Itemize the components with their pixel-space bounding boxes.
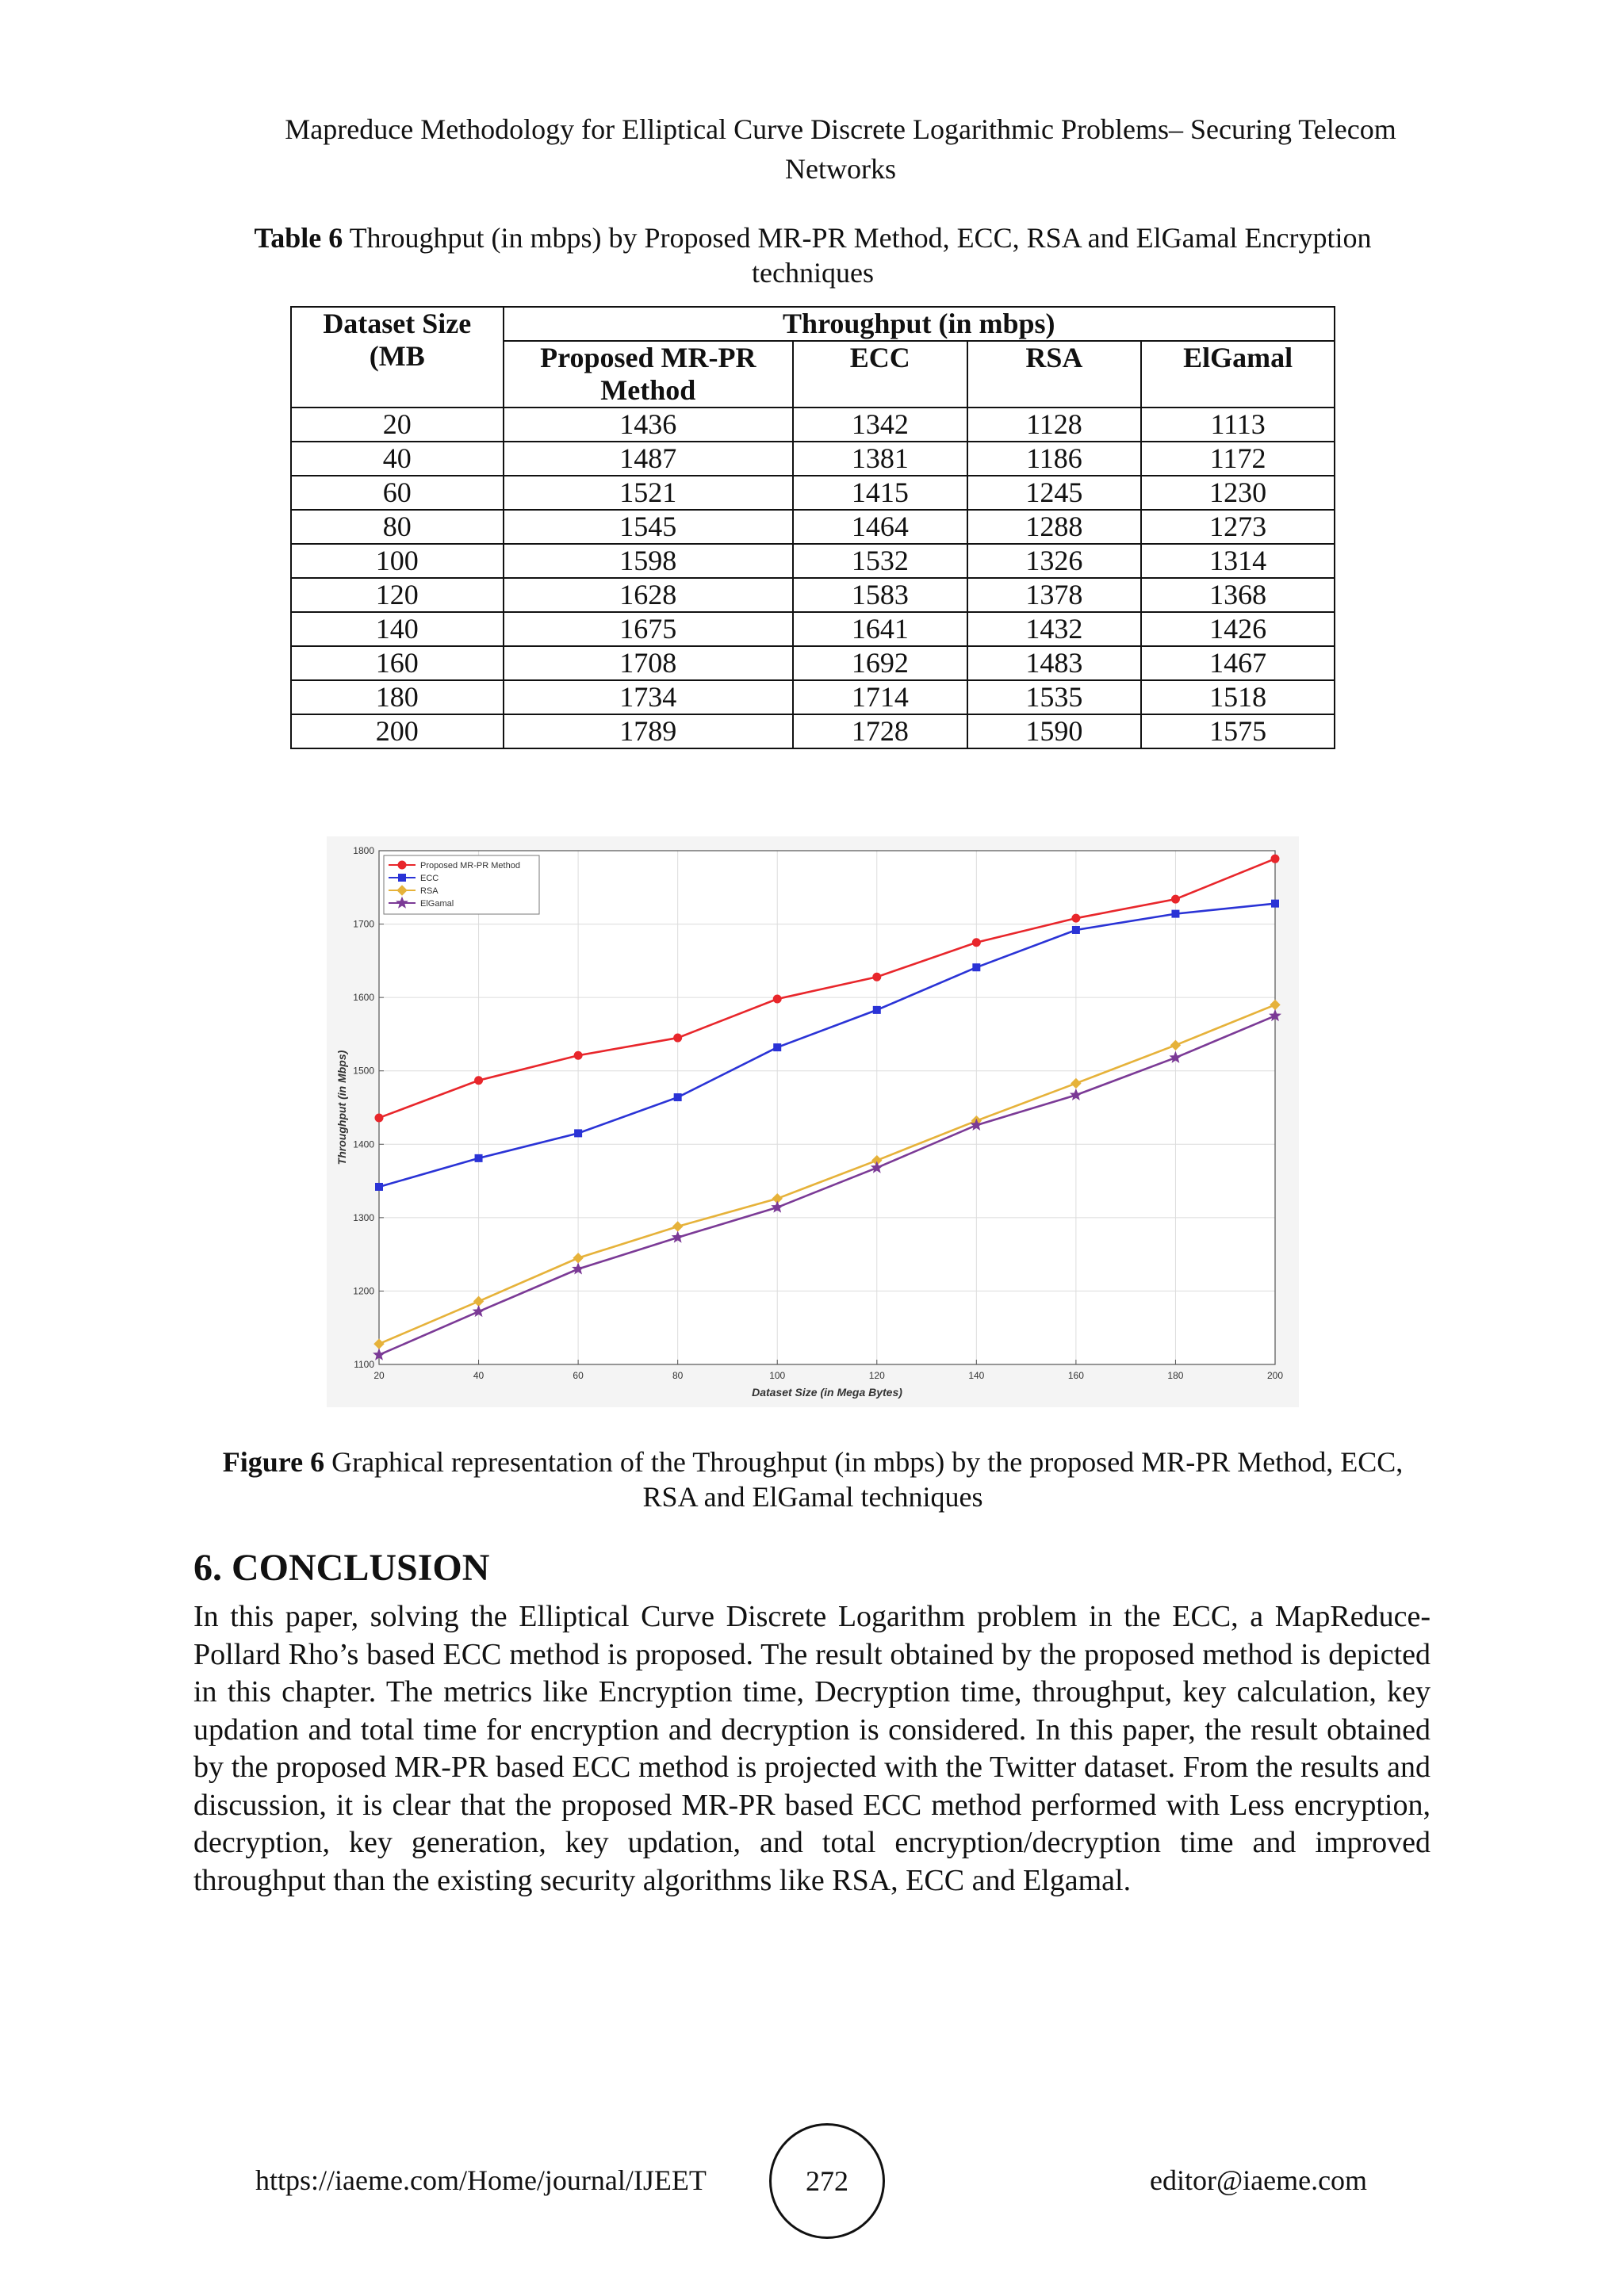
throughput-subheader: Proposed MR-PR Method (504, 341, 793, 408)
legend-label: ECC (420, 874, 439, 883)
x-tick-label: 100 (769, 1370, 786, 1381)
table-row (291, 476, 1335, 510)
table-cell: 1708 (504, 646, 793, 680)
plot-area (379, 851, 1275, 1364)
running-header: Mapreduce Methodology for Elliptical Curve Discrete Logarithmic Problems– Securing Telecom Networks (285, 113, 1396, 185)
table-cell: 80 (291, 510, 504, 544)
table-cell: 1518 (1141, 680, 1335, 714)
data-point-ecc (1072, 926, 1079, 933)
y-tick-label: 1700 (353, 918, 374, 930)
table-cell: 1245 (967, 476, 1142, 510)
legend-marker (399, 874, 406, 882)
data-point-ecc (575, 1130, 582, 1137)
x-tick-label: 20 (373, 1370, 385, 1381)
table-caption (206, 220, 1419, 290)
table-cell: 160 (291, 646, 504, 680)
data-point-ecc (376, 1183, 383, 1190)
table-cell: 1532 (793, 544, 967, 578)
table-row (291, 442, 1335, 476)
table-cell: 1314 (1141, 544, 1335, 578)
x-axis-label: Dataset Size (in Mega Bytes) (752, 1386, 902, 1399)
table-row (291, 578, 1335, 612)
x-tick-label: 200 (1266, 1370, 1284, 1381)
legend-label: ElGamal (420, 899, 454, 909)
throughput-line-chart (327, 836, 1299, 1407)
table-cell: 1483 (967, 646, 1142, 680)
table-cell: 1381 (793, 442, 967, 476)
data-point-ecc (1272, 900, 1279, 907)
throughput-subheader: ElGamal (1141, 341, 1335, 408)
x-tick-label: 120 (868, 1370, 885, 1381)
dataset-size-header: Dataset Size (MB (291, 307, 504, 408)
y-tick-label: 1600 (353, 992, 374, 1004)
table-cell: 180 (291, 680, 504, 714)
table-cell: 1575 (1141, 714, 1335, 748)
data-point-ecc (774, 1044, 781, 1051)
table-row (291, 408, 1335, 442)
table-cell: 100 (291, 544, 504, 578)
y-tick-label: 1400 (353, 1138, 374, 1150)
x-tick-label: 60 (573, 1370, 584, 1381)
footer-email[interactable]: editor@iaeme.com (1150, 2164, 1368, 2196)
data-point-ecc (475, 1154, 482, 1161)
table-row (291, 612, 1335, 646)
table-row (291, 714, 1335, 748)
table-cell: 1675 (504, 612, 793, 646)
y-tick-label: 1800 (353, 845, 374, 856)
page-number: 272 (769, 2123, 885, 2239)
table-row (291, 680, 1335, 714)
table-cell: 1487 (504, 442, 793, 476)
table-cell: 1368 (1141, 578, 1335, 612)
y-tick-label: 1500 (353, 1065, 374, 1077)
table-cell: 1467 (1141, 646, 1335, 680)
table-cell: 20 (291, 408, 504, 442)
table-cell: 1273 (1141, 510, 1335, 544)
y-tick-label: 1100 (354, 1359, 374, 1370)
data-point-proposed-mr-pr-method (873, 973, 881, 981)
footer-url[interactable]: https://iaeme.com/Home/journal/IJEET (255, 2164, 707, 2196)
table-cell: 1432 (967, 612, 1142, 646)
table-cell: 1714 (793, 680, 967, 714)
table-cell: 1436 (504, 408, 793, 442)
table-cell: 1692 (793, 646, 967, 680)
table-cell: 60 (291, 476, 504, 510)
table-cell: 1464 (793, 510, 967, 544)
table-cell: 1641 (793, 612, 967, 646)
table-cell: 1113 (1141, 408, 1335, 442)
figure-caption-label: Figure 6 (222, 1446, 325, 1478)
throughput-table (290, 306, 1335, 749)
data-point-proposed-mr-pr-method (574, 1051, 582, 1059)
table-cell: 1545 (504, 510, 793, 544)
table-caption-text: Throughput (in mbps) by Proposed MR-PR Method, ECC, RSA and ElGamal Encryption techniques (349, 222, 1372, 289)
table-cell: 140 (291, 612, 504, 646)
data-point-ecc (873, 1006, 880, 1013)
table-cell: 1521 (504, 476, 793, 510)
throughput-group-header: Throughput (in mbps) (504, 307, 1335, 341)
table-cell: 1426 (1141, 612, 1335, 646)
table-caption-label: Table 6 (254, 222, 343, 254)
legend-label: RSA (420, 886, 439, 896)
table-cell: 1128 (967, 408, 1142, 442)
y-axis-label: Throughput (in Mbps) (335, 1050, 348, 1165)
table-cell: 1583 (793, 578, 967, 612)
table-row (291, 510, 1335, 544)
conclusion-paragraph: In this paper, solving the Elliptical Curve Discrete Logarithm problem in the ECC, a MapReduce-Pollard Rho’s based ECC method is proposed. The result obtained by the proposed method is depicted in this chapter. The metrics like Encryption time, Decryption time, throughput, key calculation, key updation and total time for encryption and decryption is considered. In this paper, the result obtained by the proposed MR-PR based ECC method is projected with the Twitter dataset. From the results and discussion, it is clear that the proposed MR-PR based ECC method performed with Less encryption, decryption, key generation, key updation, and total encryption/decryption time and improved throughput than the existing security algorithms like RSA, ECC and Elgamal. (193, 1600, 1431, 1897)
throughput-figure (327, 836, 1299, 1407)
x-tick-label: 160 (1067, 1370, 1084, 1381)
data-point-proposed-mr-pr-method (773, 995, 781, 1003)
data-point-proposed-mr-pr-method (674, 1034, 682, 1042)
table-row (291, 646, 1335, 680)
conclusion-heading: 6. CONCLUSION (193, 1547, 490, 1589)
table-cell: 1378 (967, 578, 1142, 612)
table-row (291, 544, 1335, 578)
data-point-proposed-mr-pr-method (1271, 855, 1279, 863)
throughput-subheader: RSA (967, 341, 1142, 408)
table-cell: 1590 (967, 714, 1142, 748)
data-point-ecc (674, 1094, 681, 1101)
x-tick-label: 40 (473, 1370, 485, 1381)
table-cell: 1326 (967, 544, 1142, 578)
y-tick-label: 1200 (353, 1285, 374, 1297)
data-point-proposed-mr-pr-method (1072, 914, 1080, 922)
table-cell: 1342 (793, 408, 967, 442)
table-cell: 1172 (1141, 442, 1335, 476)
table-cell: 1728 (793, 714, 967, 748)
legend-label: Proposed MR-PR Method (420, 861, 520, 871)
data-point-proposed-mr-pr-method (972, 939, 980, 947)
table-cell: 120 (291, 578, 504, 612)
data-point-ecc (973, 964, 980, 971)
table-cell: 1415 (793, 476, 967, 510)
table-cell: 1535 (967, 680, 1142, 714)
table-cell: 1628 (504, 578, 793, 612)
table-cell: 1734 (504, 680, 793, 714)
table-cell: 1230 (1141, 476, 1335, 510)
table-cell: 200 (291, 714, 504, 748)
table-cell: 1186 (967, 442, 1142, 476)
figure-caption-text: Graphical representation of the Throughput (in mbps) by the proposed MR-PR Method, ECC, RSA and ElGamal techniques (331, 1446, 1404, 1513)
x-tick-label: 180 (1167, 1370, 1184, 1381)
table-cell: 1288 (967, 510, 1142, 544)
legend-marker (398, 861, 406, 869)
x-tick-label: 80 (672, 1370, 684, 1381)
x-tick-label: 140 (968, 1370, 985, 1381)
data-point-proposed-mr-pr-method (1171, 895, 1179, 903)
table-cell: 1598 (504, 544, 793, 578)
y-tick-label: 1300 (353, 1211, 374, 1223)
data-point-ecc (1172, 910, 1179, 917)
data-point-proposed-mr-pr-method (475, 1077, 483, 1085)
table-cell: 40 (291, 442, 504, 476)
table-cell: 1789 (504, 714, 793, 748)
data-point-proposed-mr-pr-method (375, 1114, 383, 1122)
throughput-subheader: ECC (793, 341, 967, 408)
figure-caption (206, 1445, 1419, 1514)
